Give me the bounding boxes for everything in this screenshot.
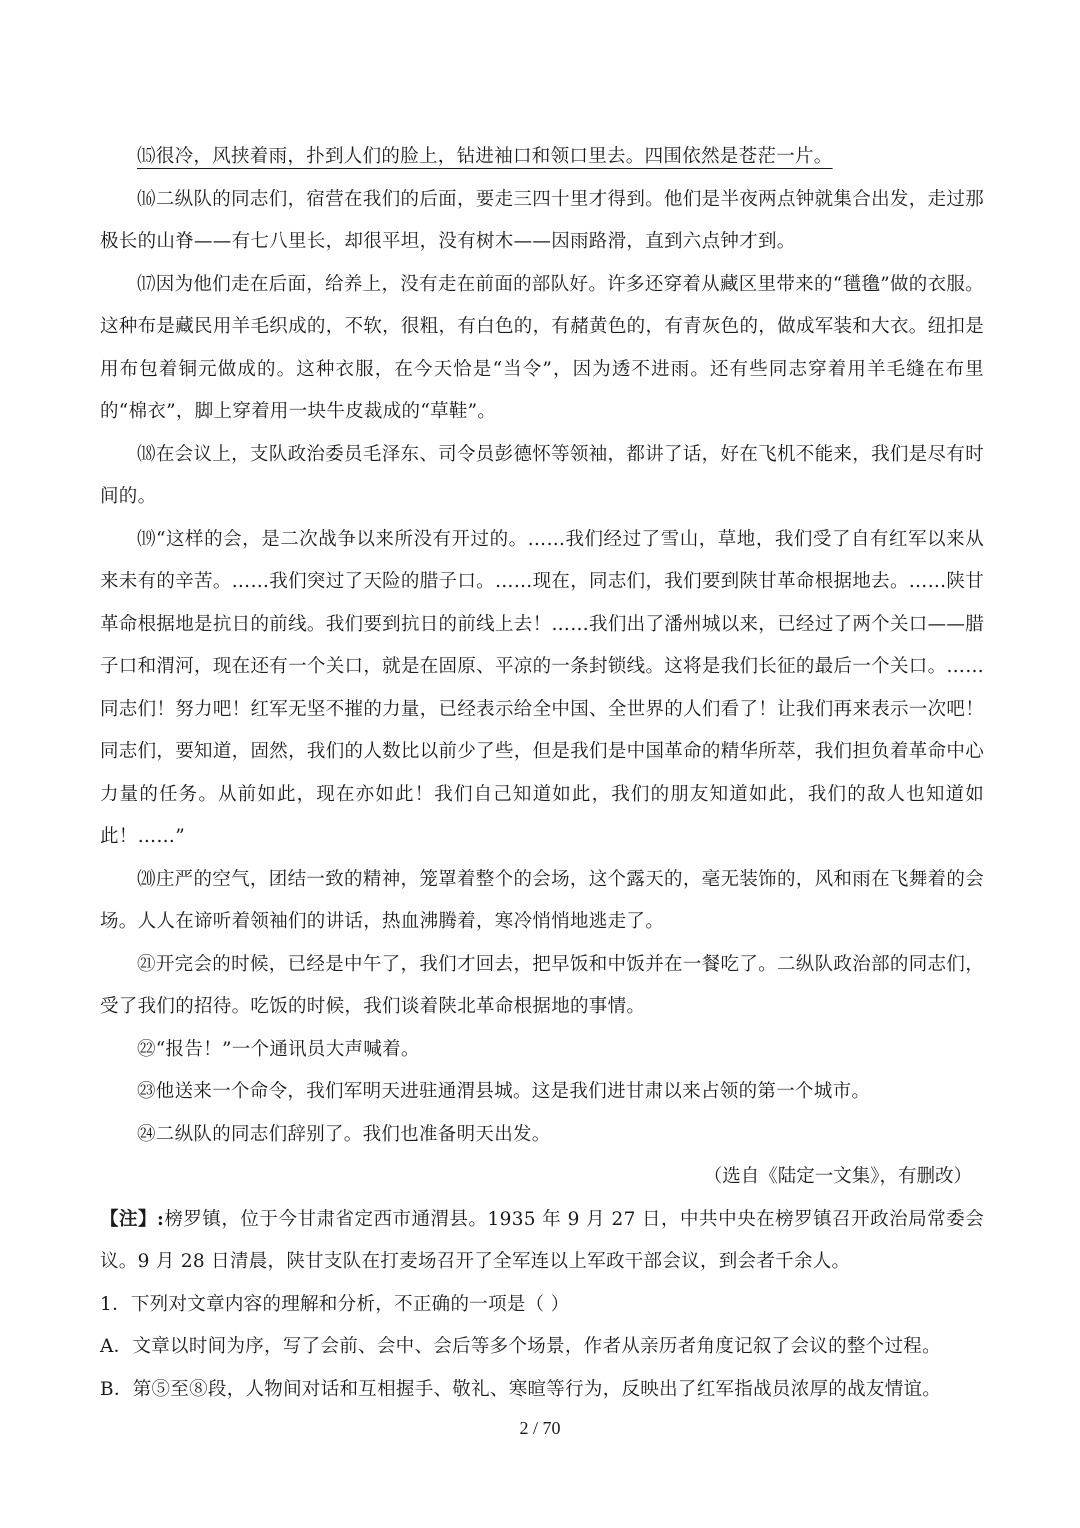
article-body [100, 136, 984, 1411]
paragraph-21: ㉑开完会的时候，已经是中午了，我们才回去，把早饭和中饭并在一餐吃了。二纵队政治部的同志们，受了我们的招待。吃饭的时候，我们谈着陕北革命根据地的事情。 [100, 953, 984, 1017]
paragraph-23: ㉓他送来一个命令，我们军明天进驻通渭县城。这是我们进甘肃以来占领的第一个城市。 [137, 1081, 871, 1102]
paragraph-18: ⒅在会议上，支队政治委员毛泽东、司令员彭德怀等领袖，都讲了话，好在飞机不能来，我们是尽有时间的。 [100, 443, 984, 507]
page-number: 2 / 70 [519, 1418, 561, 1438]
paragraph-24: ㉔二纵队的同志们辞别了。我们也准备明天出发。 [137, 1123, 551, 1145]
underlined-sentence: ⒂很冷，风挟着雨，扑到人们的脸上，钻进袖口和领口里去。四围依然是苍茫一片。 [137, 146, 833, 167]
paragraph-15 [100, 136, 984, 179]
paragraph-17: ⒄因为他们走在后面，给养上，没有走在前面的部队好。许多还穿着从藏区里带来的“氆氇”做的衣服。这种布是藏民用羊毛织成的，不软，很粗，有白色的，有赭黄色的，有青灰色的，做成军装和大衣。纽扣是用布包着铜元做成的。这种衣服，在今天恰是“当令”，因为透不进雨。还有些同志穿着用羊毛缝在布里的“棉衣”，脚上穿着用一块牛皮裁成的“草鞋”。 [100, 273, 984, 422]
paragraph-16: ⒃二纵队的同志们，宿营在我们的后面，要走三四十里才得到。他们是半夜两点钟就集合出发，走过那极长的山脊——有七八里长，却很平坦，没有树木——因雨路滑，直到六点钟才到。 [100, 188, 984, 252]
annotation-note [100, 1199, 984, 1284]
paragraph-22: ㉒“报告！”一个通讯员大声喊着。 [137, 1038, 420, 1060]
source-citation: （选自《陆定一文集》，有删改） [703, 1166, 972, 1187]
option-b: B．第⑤至⑧段，人物间对话和互相握手、敬礼、寒暄等行为，反映出了红军指战员浓厚的战友情谊。 [100, 1378, 942, 1400]
paragraph-19: ⒆“这样的会，是二次战争以来所没有开过的。……我们经过了雪山，草地，我们受了自有红军以来从来未有的辛苦。……我们突过了天险的腊子口。……现在，同志们，我们要到陕甘革命根据地去。……陕甘革命根据地是抗日的前线。我们要到抗日的前线上去！……我们出了潘州城以来，已经过了两个关口——腊子口和渭河，现在还有一个关口，就是在固原、平凉的一条封锁线。这将是我们长征的最后一个关口。……同志们！努力吧！红军无坚不摧的力量，已经表示给全中国、全世界的人们看了！让我们再来表示一次吧！同志们，要知道，固然，我们的人数比以前少了些，但是我们是中国革命的精华所萃，我们担负着革命中心力量的任务。从前如此，现在亦如此！我们自己知道如此，我们的朋友知道如此，我们的敌人也知道如此！……” [100, 528, 984, 847]
paragraph-20: ⒇庄严的空气，团结一致的精神，笼罩着整个的会场，这个露天的，毫无装饰的，风和雨在飞舞着的会场。人人在谛听着领袖们的讲话，热血沸腾着，寒冷悄悄地逃走了。 [100, 868, 984, 932]
note-label: 【注】: [100, 1208, 165, 1230]
question-stem: 1．下列对文章内容的理解和分析，不正确的一项是（ ） [100, 1293, 570, 1315]
option-a: A．文章以时间为序，写了会前、会中、会后等多个场景，作者从亲历者角度记叙了会议的整个过程。 [100, 1336, 941, 1357]
note-text: 榜罗镇，位于今甘肃省定西市通渭县。1935 年 9 月 27 日，中共中央在榜罗镇召开政治局常委会议。9 月 28 日清晨，陕甘支队在打麦场召开了全军连以上军政干部会议，到会者千余人。 [100, 1208, 985, 1272]
